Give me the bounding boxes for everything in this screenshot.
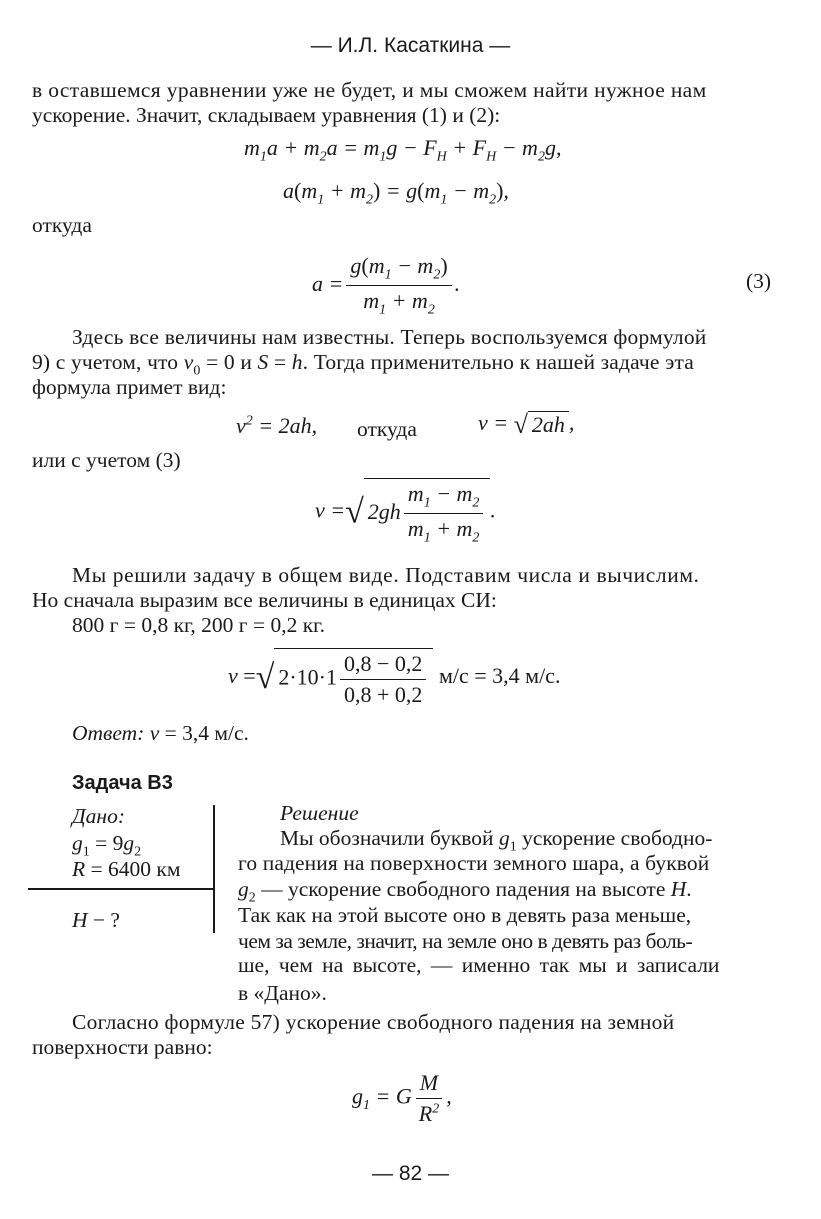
- body-line: 800 г = 0,8 кг, 200 г = 0,2 кг.: [72, 613, 325, 637]
- given-divider: [28, 888, 214, 890]
- body-line-text: Мы решили задачу в общем виде. Подставим числа и вычислим.: [72, 563, 700, 587]
- numeric-denominator: 0,8 + 0,2: [344, 682, 423, 707]
- given-label: Дано:: [72, 804, 126, 828]
- numeric-numerator: 0,8 − 0,2: [340, 651, 426, 680]
- body-line: ускорение. Значит, складываем уравнения (1) и (2):: [32, 103, 501, 127]
- solution-line: Мы обозначили буквой $g_1$ ускорение свободно-: [280, 826, 713, 855]
- body-line: Согласно формуле 57) ускорение свободного падения на земной: [72, 1010, 675, 1034]
- equation-g1: $g_1 = G$ $\frac{M}{R^2}$ ,: [352, 1070, 452, 1126]
- word-whence: откуда: [32, 213, 92, 237]
- given-item: $g_1 = 9g_2$: [72, 831, 142, 860]
- body-line: [72, 563, 778, 588]
- body-line: поверхности равно:: [32, 1035, 213, 1059]
- word-whence-2: откуда: [357, 417, 417, 441]
- answer-line: Ответ: v = 3,4 м/с.: [72, 721, 249, 745]
- equation-numeric: v =√ 2·10·1 $\frac{0,8 - 0,2}{0,8 + 0,2}$ м/с = 3,4 м/с.: [228, 648, 560, 708]
- solution-line: ше, чем на высоте, — именно так мы и записали: [238, 953, 720, 977]
- body-line: [32, 78, 778, 103]
- numeric-result: м/с = 3,4 м/с.: [438, 663, 561, 689]
- solution-line: Так как на этой высоте оно в девять раза меньше,: [238, 903, 692, 927]
- equation-3: a = $\frac{g(m_1 - m_2)}{m_1 + m_2}$ .: [312, 253, 461, 318]
- answer-label: Ответ:: [72, 721, 145, 745]
- solution-line: $g_2$ — ускорение свободного падения на высоте H.: [238, 877, 692, 906]
- running-head: — И.Л. Касаткина —: [310, 34, 511, 57]
- equation-v-squared: $v^2 = 2ah$,: [236, 413, 318, 438]
- solution-line: в «Дано».: [238, 981, 327, 1005]
- equation-v-general: v =√ 2gh $\frac{m_1 - m_2}{m_1 + m_2}$ .: [315, 478, 496, 547]
- given-item: R = 6400 км: [72, 857, 181, 881]
- solution-label: Решение: [280, 801, 359, 825]
- given-separator: [213, 805, 215, 933]
- equation-factored: $a(m_1 + m_2) = g(m_1 - m_2)$,: [283, 178, 509, 208]
- body-line: или с учетом (3): [32, 448, 181, 472]
- page-number: — 82 —: [371, 1162, 450, 1185]
- body-line: Здесь все величины нам известны. Теперь воспользуемся формулой: [72, 325, 707, 349]
- numeric-prefix: 2·10·1: [278, 664, 338, 690]
- body-line-text: в оставшемся уравнении уже не будет, и мы сможем найти нужное нам: [32, 78, 707, 102]
- body-line: формула примет вид:: [32, 375, 227, 399]
- body-line: Но сначала выразим все величины в единицах СИ:: [32, 588, 497, 612]
- equation-number: (3): [746, 269, 772, 293]
- problem-title: Задача В3: [72, 772, 173, 794]
- solution-line: го падения на поверхности земного шара, а буквой: [238, 851, 710, 875]
- equation-v-root: v = √ 2ah ,: [478, 409, 575, 439]
- equation-sum: $m_1a + m_2a = m_1g - F_H + F_H - m_2g$,: [244, 135, 562, 165]
- solution-line: чем за земле, значит, на земле оно в девять раз боль-: [238, 929, 693, 953]
- find-item: H − ?: [72, 908, 120, 932]
- body-line: 9) с учетом, что $v_0 = 0$ и S = h. Тогда применительно к нашей задаче эта: [32, 350, 694, 379]
